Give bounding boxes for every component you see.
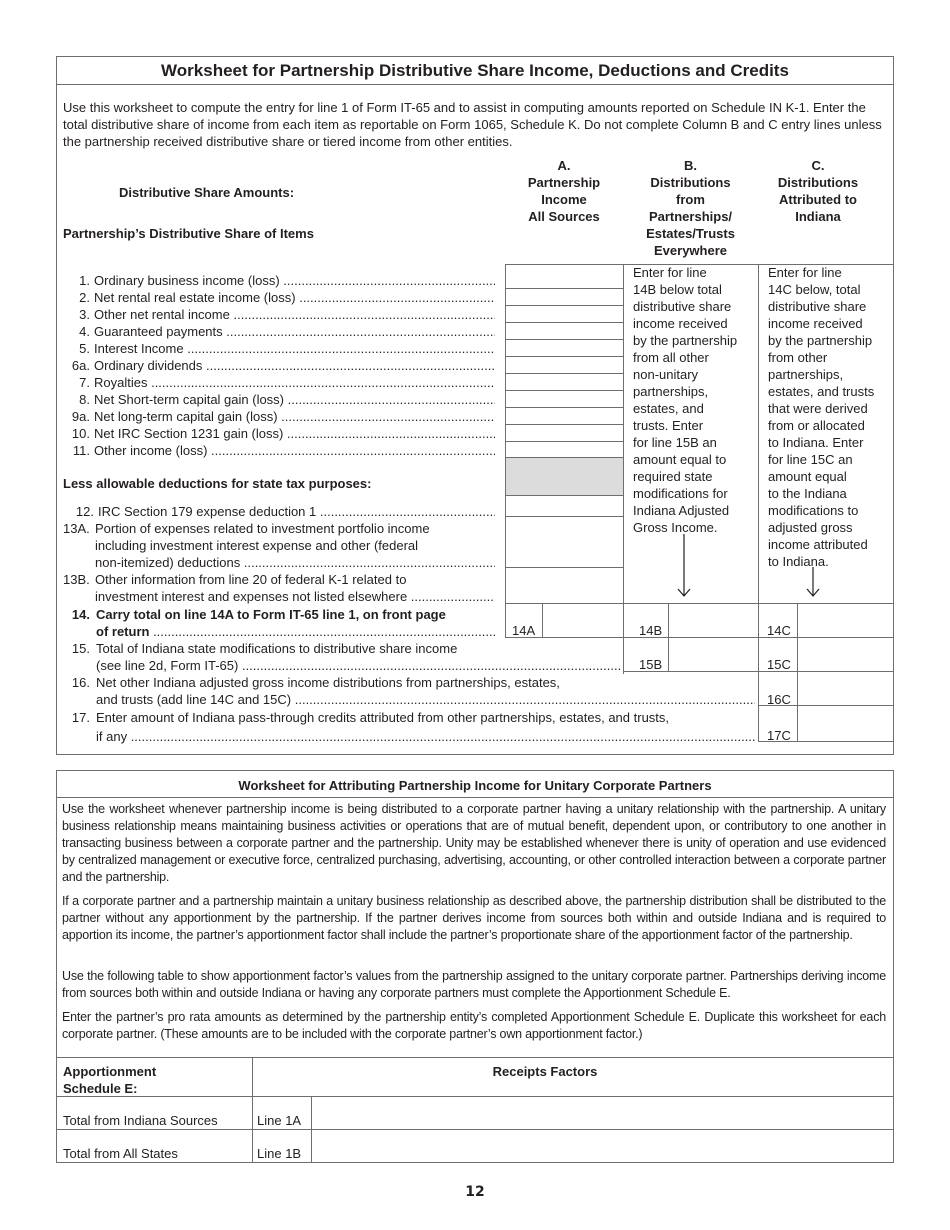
line-number: 7. (79, 375, 90, 390)
instruction-line: by the partnership (633, 333, 738, 348)
worksheet-title: Worksheet for Partnership Distributive Share Income, Deductions and Credits (161, 61, 789, 80)
worksheet2-title: Worksheet for Attributing Partnership Income for Unitary Corporate Partners (238, 778, 712, 793)
row-line-1a: Line 1A (257, 1113, 302, 1128)
entry-7a[interactable] (505, 373, 624, 391)
worksheet2-paragraph-1: Use the worksheet whenever partnership income is being distributed to a corporate partner having a unitary relationship with the partnership. A unitary business relationship means maintaining business activities or operations that are of mutual benefit, dependent upon, or contributory to one another in transacting business between a corporate partner and the partnership. Unity may be established whenever there is unity of operation and use evidenced by centralized management or executive force, centralized purchasing, advertising, accounting, or other controlled interaction between a corporate partner and the partnership. (62, 802, 886, 884)
ref-15b-left-border (623, 637, 624, 672)
entry-14b[interactable] (669, 604, 757, 637)
ref-14a: 14A (512, 623, 536, 638)
shaded-cell-deductions-heading (505, 457, 624, 496)
line-number: 3. (79, 307, 90, 322)
line-number: 17. (71, 710, 90, 725)
entry-15b[interactable] (669, 638, 757, 671)
line-14 (63, 606, 495, 640)
line-label-cont (63, 623, 495, 640)
line-label: Net other Indiana adjusted gross income distributions from partnerships, estates, (96, 675, 560, 690)
worksheet2-paragraph-3: Use the following table to show apportionment factor’s values from the partnership assigned to the unitary corporate partner. Partnerships deriving income from sources both within and outside Indiana or having any corporate partners must complete the Apportionment Schedule E. (62, 969, 886, 1000)
leader-dots (149, 624, 495, 639)
line-number: 1. (79, 273, 90, 288)
instruction-line: from all other (633, 350, 709, 365)
instruction-line: income received (768, 316, 863, 331)
col-b-c-divider (623, 264, 624, 674)
line-label: Ordinary business income (loss) ..... (90, 273, 495, 288)
line-number: 15. (71, 641, 90, 656)
col-a-left-border (505, 264, 506, 638)
table-header-left (63, 1063, 156, 1097)
column-b-line: Estates/Trusts (646, 226, 735, 241)
line-label-cont: if any ..... (63, 728, 755, 745)
instruction-line: amount equal to (633, 452, 727, 467)
line-number: 13B. (63, 572, 90, 587)
deduction-item-12 (63, 503, 495, 520)
line-number: 2. (79, 290, 90, 305)
line-label: Net IRC Section 1231 gain (loss) ..... (90, 426, 495, 441)
instruction-line: Enter for line (768, 265, 842, 280)
line-label-text: of return (96, 624, 150, 639)
line-15 (63, 640, 620, 674)
line-number: 13A. (63, 521, 90, 536)
line-16 (63, 674, 755, 708)
line-label: Portion of expenses related to investment portfolio income (95, 521, 430, 536)
line-label: Other income (loss) ..... (90, 443, 495, 458)
column-c-line: Distributions (777, 175, 859, 190)
entry-14c[interactable] (798, 604, 893, 637)
instruction-line: to Indiana. (768, 554, 829, 569)
line-number: 8. (79, 392, 90, 407)
arrow-down-icon (806, 567, 820, 598)
income-item-11 (63, 442, 495, 459)
column-c-line: Indiana (795, 209, 841, 224)
income-item-6a (63, 357, 495, 374)
instruction-line: amount equal (768, 469, 847, 484)
column-c-letter: C. (811, 158, 825, 173)
income-item-8 (63, 391, 495, 408)
receipts-all-states-input[interactable] (312, 1130, 893, 1162)
column-c-line: Attributed to (779, 192, 857, 207)
line-number: 10. (71, 426, 90, 441)
column-a-header (505, 157, 623, 225)
page-number: 12 (465, 1184, 485, 1200)
line-label: Net rental real estate income (loss) ..... (90, 290, 495, 305)
instruction-line: Indiana Adjusted (633, 503, 730, 518)
arrow-down-icon (677, 534, 691, 598)
instruction-line: Gross Income. (633, 520, 718, 535)
column-a-line: All Sources (528, 209, 600, 224)
column-b-line: Everywhere (654, 243, 727, 258)
instruction-line: partnerships, (633, 384, 709, 399)
instruction-line: modifications to (768, 503, 859, 518)
line-label: Net long-term capital gain (loss) ..... (90, 409, 495, 424)
line-label: Other information from line 20 of federal K-1 related to (95, 572, 407, 587)
instruction-line: estates, and (633, 401, 704, 416)
ref-15b: 15B (639, 657, 663, 672)
instruction-line: 14C below, total (768, 282, 861, 297)
instruction-line: for line 15C an (768, 452, 853, 467)
entry-17c[interactable] (798, 706, 893, 741)
instruction-line: non-unitary (633, 367, 699, 382)
ref-17c: 17C (767, 728, 791, 743)
entry-15c[interactable] (798, 638, 893, 671)
worksheet-intro: Use this worksheet to compute the entry for line 1 of Form IT-65 and to assist in computing amounts reported on Schedule IN K-1. Enter the total distributive share of income from each item as reportable on Form 1065, Schedule K. Do not complete Column B and C entry lines unless the partnership received distributive share or tiered income from other entities. (63, 100, 882, 149)
instruction-line: by the partnership (768, 333, 873, 348)
income-item-1 (63, 272, 495, 289)
line-label: IRC Section 179 expense deduction 1 ..... (94, 504, 495, 519)
instruction-line: to Indiana. Enter (768, 435, 864, 450)
income-item-9a (63, 408, 495, 425)
line-17 (63, 709, 755, 745)
line-label: Interest Income ..... (90, 341, 495, 356)
line-label: Total of Indiana state modifications to distributive share income (96, 641, 458, 656)
instruction-line: Enter for line (633, 265, 707, 280)
entry-13b-a[interactable] (505, 567, 624, 604)
entry-5a[interactable] (505, 339, 624, 357)
worksheet2-paragraph-4: Enter the partner’s pro rata amounts as determined by the partnership entity’s completed Apportionment Schedule E. Duplicate this worksheet for each corporate partner. (These amounts are to be included with the corporate partner’s own apportionment factor.) (62, 1010, 886, 1041)
entry-10a[interactable] (505, 424, 624, 442)
instruction-line: from or allocated (768, 418, 865, 433)
line-label: Enter amount of Indiana pass-through credits attributed from other partnerships, estates, and trusts, (96, 710, 670, 725)
column-b-letter: B. (684, 158, 697, 173)
line-label: Guaranteed payments ..... (90, 324, 495, 339)
line-number: 16. (71, 675, 90, 690)
line-label: Royalties ..... (90, 375, 495, 390)
column-a-line: Partnership (527, 175, 601, 190)
row-line-1b: Line 1B (257, 1146, 302, 1161)
instruction-line: partnerships, (768, 367, 844, 382)
instruction-line: from other (768, 350, 828, 365)
line-label: Other net rental income ..... (90, 307, 495, 322)
column-c-header (758, 157, 878, 225)
row-label-indiana-sources: Total from Indiana Sources (63, 1113, 218, 1128)
receipts-factors-header: Receipts Factors (492, 1064, 598, 1079)
entry-13a-a[interactable] (505, 516, 624, 568)
instruction-line: income received (633, 316, 728, 331)
income-item-5 (63, 340, 495, 357)
entry-8a[interactable] (505, 390, 624, 408)
line-number: 9a. (71, 409, 90, 424)
line-number: 5. (79, 341, 90, 356)
deduction-item-13b (63, 571, 495, 605)
worksheet2-title-divider (56, 797, 894, 798)
receipts-indiana-sources-input[interactable] (312, 1097, 893, 1129)
entry-1a[interactable] (505, 264, 624, 289)
header-line: Schedule E: (63, 1081, 138, 1096)
distributive-share-items-heading: Partnership’s Distributive Share of Items (63, 226, 314, 241)
instruction-line: 14B below total (633, 282, 722, 297)
instruction-line: distributive share (633, 299, 732, 314)
header-line: Apportionment (63, 1064, 157, 1079)
income-item-3 (63, 306, 495, 323)
instruction-line: for line 15B an (633, 435, 717, 450)
instruction-line: adjusted gross (768, 520, 853, 535)
line-label: Net Short-term capital gain (loss) ..... (90, 392, 495, 407)
line-label: Carry total on line 14A to Form IT-65 line 1, on front page (96, 607, 446, 622)
instruction-line: income attributed (768, 537, 868, 552)
ref-16c: 16C (767, 692, 791, 707)
column-a-letter: A. (557, 158, 571, 173)
income-item-2 (63, 289, 495, 306)
column-b-header (623, 157, 758, 259)
instruction-line: modifications for (633, 486, 728, 501)
ref-15c: 15C (767, 657, 791, 672)
entry-12a[interactable] (505, 495, 624, 517)
income-item-10 (63, 425, 495, 442)
instruction-line: estates, and trusts (768, 384, 875, 399)
line-label-cont: (see line 2d, Form IT-65) ..... (63, 657, 620, 674)
instruction-line: trusts. Enter (633, 418, 704, 433)
income-item-7 (63, 374, 495, 391)
worksheet2-paragraph-2: If a corporate partner and a partnership maintain a unitary business relationship as described above, the partnership distribution shall be distributed to the partner without any apportionment by the partnership. If the partner derives income from sources both within and outside Indiana and is required to apportion its income, the partner’s apportionment factor shall include the partner’s proportionate share of the apportionment factor of the partnership. (62, 894, 886, 942)
line-number: 6a. (71, 358, 90, 373)
instruction-line: to the Indiana (768, 486, 847, 501)
instruction-line: required state (633, 469, 713, 484)
column-b-line: Partnerships/ (648, 209, 733, 224)
line-label-cont: non-itemized) deductions ..... (63, 554, 495, 571)
line-label-cont: and trusts (add line 14C and 15C) ..... (63, 691, 755, 708)
entry-9a-a[interactable] (505, 407, 624, 425)
entry-3a[interactable] (505, 305, 624, 323)
line-label-cont: investment interest and expenses not listed elsewhere ..... (63, 588, 495, 605)
instruction-line: distributive share (768, 299, 867, 314)
instruction-line: that were derived (768, 401, 868, 416)
deductions-heading: Less allowable deductions for state tax purposes: (63, 476, 372, 491)
ref-14b: 14B (639, 623, 663, 638)
column-b-line: from (676, 192, 705, 207)
column-a-line: Income (541, 192, 587, 207)
line-number: 12. (75, 504, 94, 519)
entry-6a-a[interactable] (505, 356, 624, 374)
line-label: Ordinary dividends ..... (90, 358, 495, 373)
entry-11a[interactable] (505, 441, 624, 458)
column-c-instructions (768, 264, 894, 570)
income-item-4 (63, 323, 495, 340)
column-b-line: Distributions (650, 175, 731, 190)
row-label-all-states: Total from All States (63, 1146, 178, 1161)
line-number: 14. (71, 607, 90, 622)
table-top-border (56, 1057, 894, 1058)
ref-14c: 14C (767, 623, 791, 638)
entry-2a[interactable] (505, 288, 624, 306)
deduction-item-13a (63, 520, 495, 571)
entry-16c[interactable] (798, 672, 893, 705)
title-divider (56, 84, 894, 85)
column-b-instructions (633, 264, 757, 536)
entry-4a[interactable] (505, 322, 624, 340)
line-number: 11. (72, 443, 90, 458)
line-number: 4. (79, 324, 90, 339)
distributive-share-amounts-heading: Distributive Share Amounts: (119, 185, 295, 200)
entry-14a[interactable] (543, 604, 623, 637)
line-label-cont: including investment interest expense and other (federal (95, 538, 419, 553)
